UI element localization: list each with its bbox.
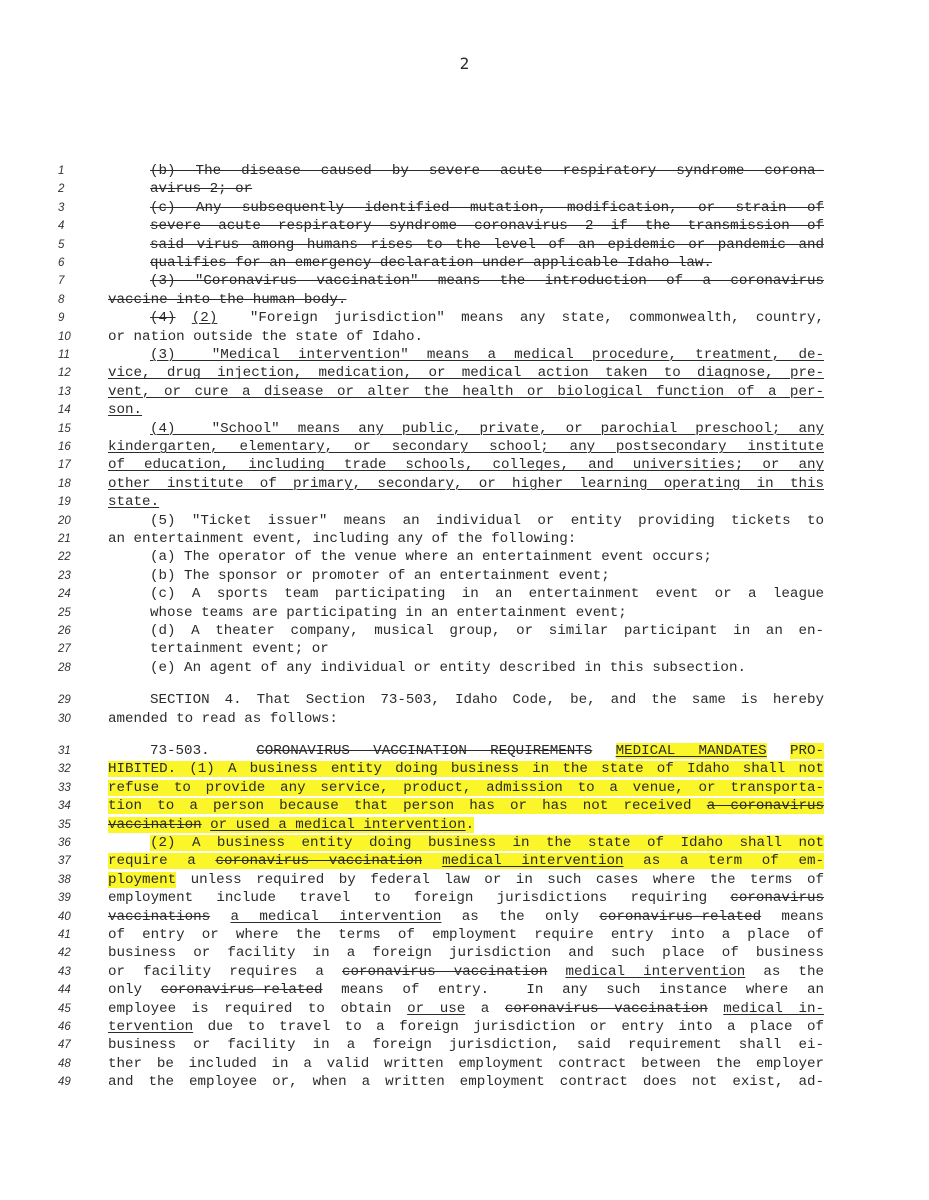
line-text — [150, 742, 824, 760]
line-text — [108, 530, 824, 548]
text-segment: employee is required to obtain — [108, 1000, 408, 1017]
text-line — [0, 816, 929, 834]
line-number: 25 — [58, 606, 71, 619]
line-text — [108, 456, 824, 474]
highlighted-text: refuse to provide any service, product, admission to a venue, or transporta- — [108, 779, 824, 796]
highlighted-text: tion to a person because that person has or has not received — [108, 798, 707, 815]
text-line — [0, 346, 929, 364]
text-line — [0, 852, 929, 870]
struck-text: (c) Any subsequently identified mutation, modification, or strain of — [150, 199, 824, 216]
text-line — [0, 364, 929, 382]
line-number: 17 — [58, 459, 71, 472]
inserted-text: of education, including trade schools, colleges, and universities; or any — [108, 457, 824, 474]
line-number: 7 — [58, 275, 65, 288]
struck-text: (3) "Coronavirus vaccination" means the introduction of a coronavirus — [150, 273, 824, 290]
text-line — [0, 401, 929, 419]
line-text — [108, 383, 824, 401]
text-line — [0, 981, 929, 999]
line-text — [108, 1055, 824, 1073]
line-number: 26 — [58, 625, 71, 637]
line-number: 47 — [58, 1039, 71, 1052]
text-segment: means — [761, 908, 824, 925]
text-segment: of entry or where the terms of employment require entry into a place of — [108, 927, 824, 943]
line-number: 3 — [58, 201, 65, 214]
line-text — [108, 871, 824, 889]
text-line — [0, 438, 929, 456]
text-segment: SECTION 4. That Section 73-503, Idaho Code, be, and the same is hereby — [150, 692, 824, 709]
text-segment: (d) A theater company, musical group, or similar participant in an en- — [150, 623, 824, 639]
line-number: 32 — [58, 763, 71, 776]
line-text — [108, 760, 824, 778]
struck-text: qualifies for an emergency declaration under applicable Idaho law. — [150, 255, 712, 271]
line-text — [150, 512, 824, 530]
text-segment: (5) "Ticket issuer" means an individual or entity providing tickets to — [150, 512, 824, 529]
struck-text: said virus among humans rises to the level of an epidemic or pandemic and — [150, 236, 824, 253]
line-number: 18 — [58, 477, 71, 490]
text-segment: an entertainment event, including any of the following: — [108, 531, 577, 547]
inserted-text: or use — [407, 1000, 466, 1017]
inserted-text: (3) "Medical intervention" means a medical procedure, treatment, de- — [150, 347, 824, 363]
struck-text: severe acute respiratory syndrome coronavirus 2 if the transmission of — [150, 218, 824, 235]
line-text — [108, 328, 824, 346]
line-number: 14 — [58, 404, 71, 417]
text-line — [0, 1073, 929, 1091]
text-segment: (a) The operator of the venue where an entertainment event occurs; — [150, 549, 712, 566]
line-text — [150, 834, 824, 852]
text-line — [0, 236, 929, 254]
text-line — [0, 199, 929, 217]
text-segment: business or facility in a foreign jurisdiction, said requirement shall ei- — [108, 1037, 824, 1054]
text-segment: tertainment event; or — [150, 641, 329, 658]
text-segment: unless required by federal law or in such cases where the terms of — [176, 871, 824, 888]
highlighted-text: PRO- — [789, 743, 825, 759]
inserted-text: state. — [108, 494, 160, 511]
text-segment: (c) A sports team participating in an entertainment event or a league — [150, 586, 824, 603]
text-line — [0, 585, 929, 603]
text-line — [0, 779, 929, 797]
line-number: 15 — [58, 422, 71, 435]
text-line — [0, 291, 929, 309]
highlighted-text — [422, 853, 442, 869]
line-text — [108, 1018, 824, 1036]
text-segment: as the only — [441, 908, 600, 925]
text-segment: employment include travel to foreign jurisdictions requiring — [108, 890, 731, 907]
line-number: 10 — [58, 330, 71, 343]
line-text — [108, 291, 824, 309]
line-number: 5 — [58, 238, 65, 251]
text-line — [0, 659, 929, 677]
text-line — [0, 944, 929, 962]
line-text — [108, 779, 824, 797]
text-segment: means of entry. In any such instance where an — [322, 982, 825, 999]
line-text — [108, 475, 824, 493]
line-text — [150, 585, 824, 603]
line-number: 9 — [58, 312, 65, 325]
text-segment: or nation outside the state of Idaho. — [108, 328, 424, 345]
line-text — [108, 944, 824, 962]
text-line — [0, 622, 929, 640]
text-segment: as the — [745, 963, 824, 980]
text-segment: due to travel to a foreign jurisdiction or entry into a place of — [193, 1019, 824, 1035]
line-number: 33 — [58, 781, 71, 794]
highlighted-text: (2) A business entity doing business in the state of Idaho shall not — [150, 835, 824, 851]
line-text — [150, 548, 824, 566]
inserted-text: or used a medical intervention — [210, 816, 466, 833]
line-number: 42 — [58, 947, 71, 960]
text-line — [0, 1055, 929, 1073]
line-number: 12 — [58, 367, 71, 380]
inserted-text: medical intervention — [565, 963, 746, 980]
highlighted-text: HIBITED. (1) A business entity doing business in the state of Idaho shall not — [108, 761, 824, 778]
struck-text: CORONAVIRUS VACCINATION REQUIREMENTS — [256, 743, 593, 759]
highlighted-text: as a term of em- — [623, 853, 824, 870]
line-text — [150, 217, 824, 235]
text-segment — [708, 1001, 724, 1017]
line-number: 1 — [58, 165, 65, 177]
line-number: 16 — [58, 441, 71, 453]
highlighted-text — [202, 817, 211, 833]
text-segment: whose teams are participating in an entertainment event; — [150, 604, 627, 621]
struck-text: vaccinations — [108, 908, 211, 925]
line-number: 37 — [58, 855, 71, 868]
line-text — [150, 180, 824, 198]
line-text — [108, 493, 824, 511]
line-text — [150, 272, 824, 290]
inserted-text: vent, or cure a disease or alter the health or biological function of a per- — [108, 383, 824, 400]
text-line — [0, 548, 929, 566]
text-line — [0, 1018, 929, 1036]
text-segment: and the employee or, when a written employment contract does not exist, ad- — [108, 1074, 824, 1091]
text-segment — [767, 743, 790, 759]
struck-text: coronavirus vaccination — [215, 853, 423, 870]
line-number: 20 — [58, 514, 71, 527]
line-number: 30 — [58, 712, 71, 725]
text-line — [0, 180, 929, 198]
line-text — [108, 797, 824, 815]
text-line — [0, 383, 929, 401]
line-text — [108, 1036, 824, 1054]
text-line — [0, 530, 929, 548]
highlighted-text: require a — [108, 853, 216, 870]
line-text — [108, 926, 824, 944]
line-text — [108, 889, 824, 907]
text-segment: "Foreign jurisdiction" means any state, commonwealth, country, — [217, 310, 825, 327]
line-text — [108, 852, 824, 870]
text-segment: (b) The sponsor or promoter of an entertainment event; — [150, 567, 610, 584]
line-number: 45 — [58, 1002, 71, 1015]
line-number: 29 — [58, 694, 71, 707]
struck-text: (4) — [150, 310, 176, 327]
text-line — [0, 742, 929, 760]
inserted-text: son. — [108, 402, 143, 419]
text-line — [0, 1036, 929, 1054]
page-number: 2 — [459, 54, 470, 73]
line-text — [150, 691, 824, 709]
text-line — [0, 217, 929, 235]
struck-text: avirus 2; or — [150, 181, 253, 198]
text-line — [0, 456, 929, 474]
text-segment: ther be included in a valid written employment contract between the employer — [108, 1055, 824, 1072]
text-line — [0, 272, 929, 290]
line-number: 34 — [58, 800, 71, 813]
text-segment: or facility requires a — [108, 963, 343, 980]
line-text — [150, 309, 824, 327]
text-line — [0, 760, 929, 778]
line-number: 36 — [58, 837, 71, 849]
inserted-text: vice, drug injection, medication, or medical action taken to diagnose, pre- — [108, 365, 824, 382]
text-line — [0, 797, 929, 815]
inserted-text: a medical intervention — [230, 908, 442, 925]
text-line — [0, 604, 929, 622]
highlighted-text: ployment — [108, 871, 177, 888]
line-number: 39 — [58, 892, 71, 905]
inserted-text: tervention — [108, 1019, 194, 1035]
text-line — [0, 871, 929, 889]
struck-text: a coronavirus — [706, 798, 824, 815]
text-line — [0, 309, 929, 327]
line-text — [150, 604, 824, 622]
line-number: 38 — [58, 873, 71, 886]
text-segment — [547, 964, 565, 980]
line-text — [150, 659, 824, 677]
line-number: 35 — [58, 818, 71, 831]
line-number: 48 — [58, 1057, 71, 1070]
text-line — [0, 691, 929, 709]
text-line — [0, 420, 929, 438]
line-number: 23 — [58, 569, 71, 582]
line-text — [108, 401, 824, 419]
text-line — [0, 640, 929, 658]
struck-text: coronavirus vaccination — [504, 1000, 708, 1017]
text-line — [0, 834, 929, 852]
struck-text: vaccine into the human body. — [108, 291, 347, 308]
line-number: 27 — [58, 643, 71, 656]
text-line — [0, 963, 929, 981]
line-number: 43 — [58, 965, 71, 978]
line-text — [150, 162, 824, 180]
struck-text: coronavirus — [730, 890, 824, 907]
line-number: 46 — [58, 1021, 71, 1033]
text-line — [0, 328, 929, 346]
line-text — [150, 622, 824, 640]
line-text — [108, 963, 824, 981]
line-text — [108, 438, 824, 456]
text-line — [0, 908, 929, 926]
text-line — [0, 475, 929, 493]
text-segment: (e) An agent of any individual or entity described in this subsection. — [150, 659, 746, 676]
text-line — [0, 512, 929, 530]
line-text — [108, 816, 824, 834]
line-number: 49 — [58, 1076, 71, 1089]
line-number: 8 — [58, 293, 65, 306]
text-line — [0, 162, 929, 180]
text-line — [0, 567, 929, 585]
line-text — [108, 981, 824, 999]
line-number: 22 — [58, 551, 71, 564]
line-number: 31 — [58, 745, 71, 757]
text-line — [0, 710, 929, 728]
line-number: 41 — [58, 929, 71, 941]
line-text — [150, 199, 824, 217]
text-segment — [592, 743, 615, 759]
inserted-text: (2) — [191, 310, 218, 327]
text-line — [0, 926, 929, 944]
struck-text: coronavirus vaccination — [342, 963, 548, 980]
line-number: 21 — [58, 533, 71, 545]
line-text — [108, 364, 824, 382]
text-segment: business or facility in a foreign jurisdiction and such place of business — [108, 945, 824, 962]
line-text — [150, 254, 824, 272]
line-number: 19 — [58, 496, 71, 509]
text-segment — [176, 310, 192, 326]
inserted-text: medical intervention — [442, 853, 624, 870]
line-number: 28 — [58, 661, 71, 674]
text-line — [0, 254, 929, 272]
line-number: 24 — [58, 588, 71, 601]
text-segment: only — [108, 982, 161, 999]
line-number: 2 — [58, 183, 65, 196]
struck-text: coronavirus-related — [160, 982, 323, 999]
struck-text: coronavirus-related — [599, 908, 762, 925]
line-text — [108, 1073, 824, 1091]
inserted-text: (4) "School" means any public, private, or parochial preschool; any — [150, 420, 824, 437]
line-text — [150, 236, 824, 254]
inserted-text: MEDICAL MANDATES — [615, 743, 767, 759]
line-number: 4 — [58, 220, 65, 233]
line-number: 44 — [58, 984, 71, 997]
line-number: 6 — [58, 257, 65, 269]
line-number: 40 — [58, 910, 71, 923]
line-text — [108, 710, 824, 728]
struck-text: (b) The disease caused by severe acute respiratory syndrome corona- — [150, 163, 824, 179]
line-text — [108, 908, 824, 926]
line-text — [150, 420, 824, 438]
line-number: 13 — [58, 385, 71, 398]
highlighted-text: . — [465, 816, 475, 833]
text-segment: amended to read as follows: — [108, 710, 338, 727]
text-line — [0, 889, 929, 907]
text-segment: 73-503. — [150, 743, 257, 759]
line-text — [150, 346, 824, 364]
struck-text: vaccination — [108, 816, 202, 833]
inserted-text: other institute of primary, secondary, or higher learning operating in this — [108, 475, 824, 492]
line-text — [150, 567, 824, 585]
line-number: 11 — [58, 349, 70, 361]
text-segment — [210, 909, 230, 925]
text-line — [0, 493, 929, 511]
line-text — [108, 1000, 824, 1018]
text-line — [0, 1000, 929, 1018]
inserted-text: medical in- — [723, 1000, 824, 1017]
inserted-text: kindergarten, elementary, or secondary school; any postsecondary institute — [108, 439, 824, 455]
line-text — [150, 640, 824, 658]
text-segment: a — [465, 1000, 505, 1017]
